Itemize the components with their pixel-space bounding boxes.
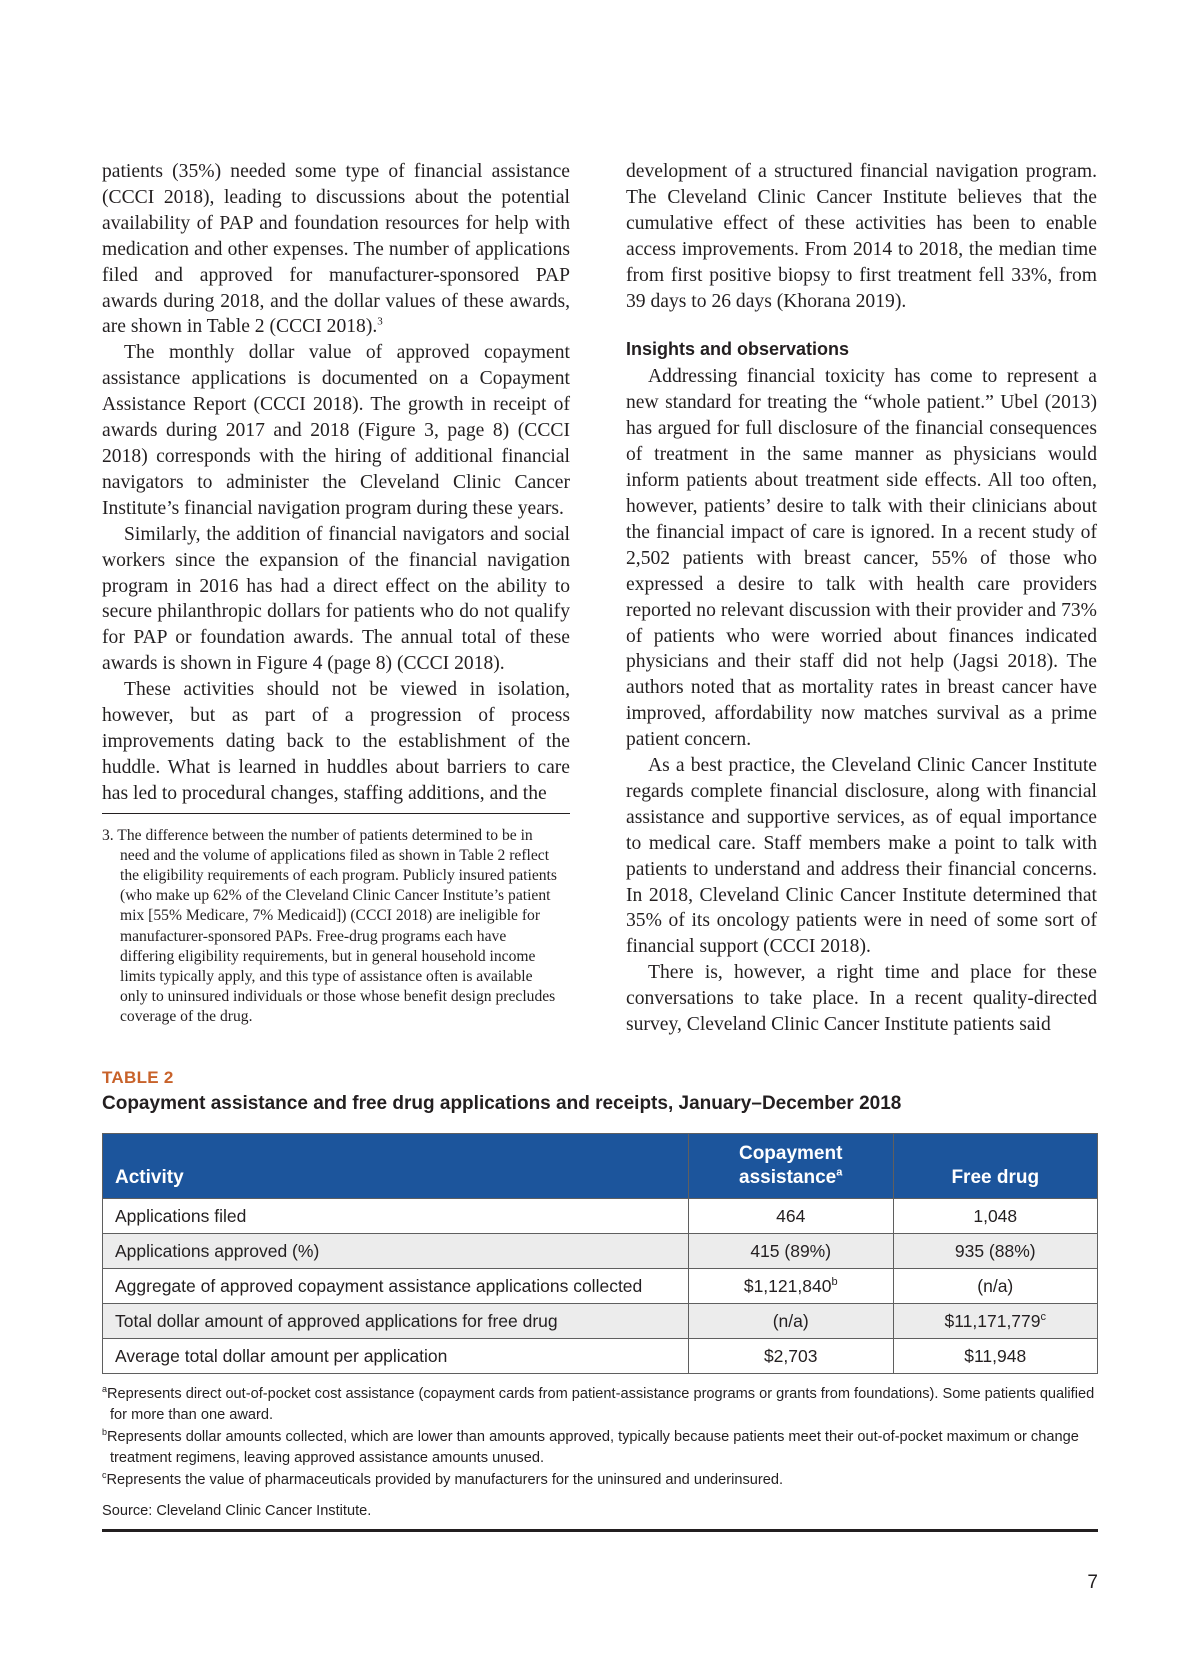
cell-free-drug: (n/a) bbox=[893, 1269, 1097, 1304]
footnote-ref: 3 bbox=[377, 315, 383, 328]
cell-activity: Applications approved (%) bbox=[103, 1234, 689, 1269]
table-row bbox=[103, 1234, 1098, 1269]
table-note: $^b$Represents dollar amounts collected, which are lower than amounts approved, typically because patients meet their out-of-pocket maximum or change treatment regimens, leaving approved assistance amounts unused. bbox=[102, 1426, 1079, 1467]
left-paragraph-4: These activities should not be viewed in isolation, however, but as part of a progression of process improvements dating back to the establishment of the huddle. What is learned in huddles about barriers to care has led to procedural changes, staffing additions, and the bbox=[102, 679, 570, 804]
header-activity: Activity bbox=[103, 1134, 689, 1199]
left-column bbox=[102, 159, 570, 1028]
right-paragraph-1: Addressing financial toxicity has come to represent a new standard for treating the “whole patient.” Ubel (2013) has argued for full disclosure of the financial consequences of treatment in the same manner as physicians would inform patients about treatment side effects. All too often, however, patients’ desire to talk with their clinicians about the financial impact of care is ignored. In a recent study of 2,502 patients with breast cancer, 55% of those who expressed a desire to talk with health care providers reported no relevant discussion with their provider and 73% of patients who were worried about finances indicated physicians and their staff did not help (Jagsi 2018). The authors noted that as mortality rates in breast cancer have improved, affordability now matches survival as a prime patient concern. bbox=[626, 366, 1097, 751]
cell-free-drug: 1,048 bbox=[893, 1199, 1097, 1234]
cell-copay: (n/a) bbox=[688, 1304, 893, 1339]
header-free-drug: Free drug bbox=[893, 1134, 1097, 1199]
table-note: $^c$Represents the value of pharmaceuticals provided by manufacturers for the uninsured and underinsured. bbox=[102, 1469, 784, 1488]
cell-copay: $2,703 bbox=[688, 1339, 893, 1374]
page-number: 7 bbox=[1087, 1572, 1098, 1593]
table-2-block bbox=[102, 1068, 1098, 1532]
table-note: $^a$Represents direct out-of-pocket cost assistance (copayment cards from patient-assistance programs or grants from foundations). Some patients qualified for more than one award. bbox=[102, 1384, 1095, 1424]
table-row bbox=[103, 1199, 1098, 1234]
footnote-divider bbox=[102, 813, 570, 814]
table-label: TABLE 2 bbox=[102, 1068, 174, 1087]
left-paragraph-2: The monthly dollar value of approved copayment assistance applications is documented on a Copayment Assistance Report (CCCI 2018). The growth in receipt of awards during 2017 and 2018 (Figure 3, page 8) (CCCI 2018) corresponds with the hiring of additional financial navigators to administer the Cleveland Clinic Cancer Institute’s financial navigation program during these years. bbox=[102, 342, 570, 519]
cell-free-drug: $11,948 bbox=[893, 1339, 1097, 1374]
table-title: Copayment assistance and free drug applications and receipts, January–December 2018 bbox=[102, 1093, 902, 1114]
right-paragraph-3: There is, however, a right time and place for these conversations to take place. In a recent quality-directed survey, Cleveland Clinic Cancer Institute patients said bbox=[626, 962, 1097, 1036]
right-paragraph-2: As a best practice, the Cleveland Clinic Cancer Institute regards complete financial disclosure, along with financial assistance and supportive services, as of equal importance to medical care. Staff members make a point to talk with patients to understand and address their financial concerns. In 2018, Cleveland Clinic Cancer Institute determined that 35% of its oncology patients were in need of some sort of financial support (CCCI 2018). bbox=[626, 755, 1097, 958]
cell-free-drug: 935 (88%) bbox=[893, 1234, 1097, 1269]
table-header-row bbox=[103, 1134, 1098, 1199]
data-table bbox=[102, 1133, 1098, 1374]
cell-activity: Total dollar amount of approved applications for free drug bbox=[103, 1304, 689, 1339]
table-row bbox=[103, 1269, 1098, 1304]
right-column bbox=[626, 159, 1097, 1038]
right-intro-paragraph: development of a structured financial navigation program. The Cleveland Clinic Cancer Institute believes that the cumulative effect of these activities has been to enable access improvements. From 2014 to 2018, the median time from first positive biopsy to first treatment fell 33%, from 39 days to 26 days (Khorana 2019). bbox=[626, 161, 1097, 312]
cell-activity: Aggregate of approved copayment assistance applications collected bbox=[103, 1269, 689, 1304]
cell-activity: Average total dollar amount per application bbox=[103, 1339, 689, 1374]
section-heading: Insights and observations bbox=[626, 339, 850, 360]
table-notes bbox=[102, 1384, 1098, 1491]
cell-copay: 464 bbox=[688, 1199, 893, 1234]
footnote: 3. The difference between the number of patients determined to be in need and the volume of applications filed as shown in Table 2 reflect the eligibility requirements of each program. Publicly insured patients (who make up 62% of the Cleveland Clinic Cancer Institute’s patient mix [55% Medicare, 7% Medicaid]) (CCCI 2018) are ineligible for manufacturer-sponsored PAPs. Free-drug programs each have differing eligibility requirements, but in general household income limits typically apply, and this type of assistance often is available only to uninsured individuals or those whose benefit design precludes coverage of the drug. bbox=[102, 826, 557, 1026]
header-copayment-assistance: Copayment assistance$^a$ bbox=[688, 1134, 893, 1199]
table-bottom-rule bbox=[102, 1529, 1098, 1532]
cell-copay: $1,121,840$^b$ bbox=[688, 1269, 893, 1304]
table-row bbox=[103, 1339, 1098, 1374]
left-paragraph-1: patients (35%) needed some type of financial assistance (CCCI 2018), leading to discussions about the potential availability of PAP and foundation resources for help with medication and other expenses. The number of applications filed and approved for manufacturer-sponsored PAP awards during 2018, and the dollar values of these awards, are shown in Table 2 (CCCI 2018).$^3$ bbox=[102, 161, 570, 338]
table-row bbox=[103, 1304, 1098, 1339]
cell-activity: Applications filed bbox=[103, 1199, 689, 1234]
cell-free-drug: $11,171,779$^c$ bbox=[893, 1304, 1097, 1339]
table-source: Source: Cleveland Clinic Cancer Institute. bbox=[102, 1503, 372, 1520]
cell-copay: 415 (89%) bbox=[688, 1234, 893, 1269]
left-paragraph-3: Similarly, the addition of financial navigators and social workers since the expansion of the financial navigation program in 2016 has had a direct effect on the ability to secure philanthropic dollars for patients who do not qualify for PAP or foundation awards. The annual total of these awards is shown in Figure 4 (page 8) (CCCI 2018). bbox=[102, 523, 570, 675]
